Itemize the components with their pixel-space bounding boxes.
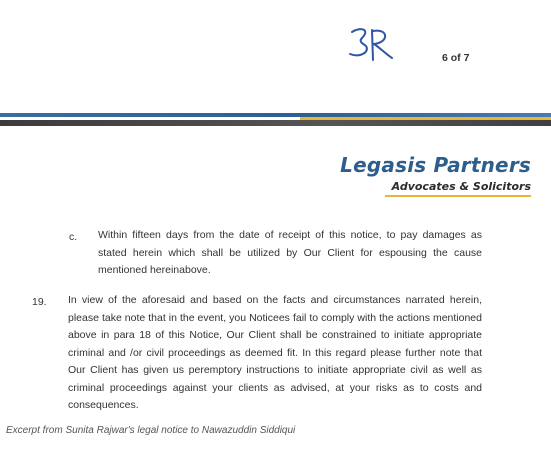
page-number: 6 of 7	[442, 52, 470, 64]
paragraph-19-marker: 19.	[32, 296, 47, 308]
clause-c-marker: c.	[69, 231, 78, 243]
header-band-dark	[0, 120, 551, 126]
clause-c-text: Within fifteen days from the date of receipt of this notice, to pay damages as stated herein which shall be utilized by Our Client for espousing the cause mentioned hereinabove.	[98, 229, 482, 276]
firm-underline	[385, 195, 531, 197]
handwritten-signature	[340, 22, 400, 64]
firm-name: Legasis Partners	[340, 153, 531, 177]
firm-tagline: Advocates & Solicitors	[391, 180, 531, 193]
paragraph-19-text: In view of the aforesaid and based on the facts and circumstances narrated herein, please take note that in the event, you Noticees fail to comply with the actions mentioned above in para 18 of this Notice, Our Client shall be constrained to initiate appropriate criminal and /or civil proceedings as deemed fit. In this regard please further note that Our Client has given us peremptory instructions to initiate appropriate civil as well as criminal proceedings against your clients as advised, at your risks as to costs and consequences.	[68, 294, 482, 411]
image-caption: Excerpt from Sunita Rajwar's legal notice to Nawazuddin Siddiqui	[6, 425, 296, 436]
